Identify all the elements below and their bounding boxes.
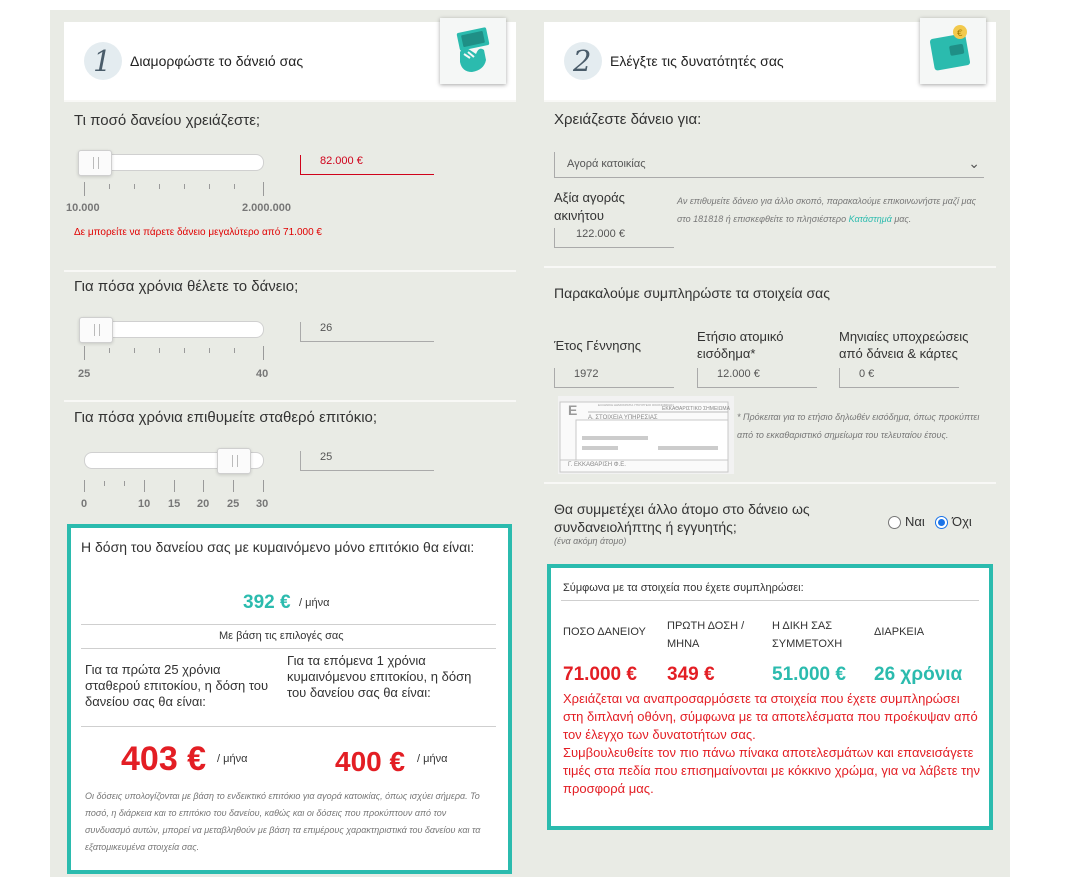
- amount-input[interactable]: 82.000 €: [300, 155, 434, 175]
- step2-column: [544, 22, 996, 796]
- tax-doc-section-g: Γ. ΕΚΚΑΘΑΡΙΣΗ Φ.Ε.: [568, 462, 626, 468]
- first-payment-value: 349 €: [667, 664, 715, 685]
- coborrower-yes-label[interactable]: Ναι: [905, 514, 925, 529]
- birth-year-label: Έτος Γέννησης: [554, 338, 641, 353]
- tick: [203, 480, 204, 492]
- obligations-label: Μηνιαίες υποχρεώσεις από δάνεια & κάρτες: [839, 329, 969, 361]
- col-participation: Η ΔΙΚΗ ΣΑΣ ΣΥΜΜΕΤΟΧΗ: [772, 620, 843, 650]
- tick: [263, 182, 264, 196]
- fixed-tick-label: 0: [81, 498, 88, 510]
- fixed-tick-label: 15: [168, 498, 181, 510]
- income-input[interactable]: 12.000 €: [697, 368, 817, 388]
- obligations-input[interactable]: 0 €: [839, 368, 959, 388]
- property-value-input[interactable]: 122.000 €: [554, 228, 674, 248]
- variable-installment-amount: 392 €: [243, 592, 291, 613]
- years-section: [64, 272, 516, 400]
- fixed-rate-input[interactable]: 25: [300, 451, 434, 471]
- divider: [81, 648, 496, 649]
- purpose-note: Αν επιθυμείτε δάνειο για άλλο σκοπό, παρακαλούμε επικοινωνήστε μαζί μας στο 181818 ή επισκεφθείτε το πλησιέστερο Κατάστημά μας.: [677, 196, 976, 224]
- amount-section: [64, 102, 516, 270]
- based-on-choices: Με βάση τις επιλογές σας: [219, 630, 344, 642]
- years-max-label: 40: [256, 368, 269, 380]
- amount-slider-handle[interactable]: [78, 150, 112, 176]
- tax-doc-header: ΕΚΚΑΘΑΡΙΣΤΙΚΟ ΣΗΜΕΙΩΜΑ: [662, 406, 730, 412]
- purpose-question: Χρειάζεστε δάνειο για:: [554, 111, 702, 128]
- per-month-label: / μήνα: [299, 597, 330, 609]
- duration-value: 26 χρόνια: [874, 664, 963, 685]
- tick: [234, 184, 235, 189]
- col-loan-amount: ΠΟΣΟ ΔΑΝΕΙΟΥ: [563, 626, 646, 638]
- details-title: Παρακαλούμε συμπληρώστε τα στοιχεία σας: [554, 285, 830, 301]
- fixed-rate-section: [64, 402, 516, 524]
- col-first-payment: ΠΡΩΤΗ ΔΟΣΗ / ΜΗΝΑ: [667, 620, 745, 650]
- tick: [159, 348, 160, 353]
- amount-min-label: 10.000: [66, 202, 100, 214]
- purpose-select[interactable]: [554, 152, 984, 178]
- amount-error: Δε μπορείτε να πάρετε δάνειο μεγαλύτερο από 71.000 €: [74, 227, 322, 238]
- fixed-tick-label: 20: [197, 498, 210, 510]
- chevron-down-icon: ⌄: [968, 155, 980, 171]
- tax-doc-letter: Ε: [568, 402, 578, 418]
- tick: [184, 184, 185, 189]
- birth-year-input[interactable]: 1972: [554, 368, 674, 388]
- fixed-tick-label: 10: [138, 498, 151, 510]
- tick: [174, 480, 175, 492]
- fixed-rate-question: Για πόσα χρόνια επιθυμείτε σταθερό επιτόκιο;: [74, 409, 378, 426]
- years-input[interactable]: 26: [300, 322, 434, 342]
- loan-amount-value: 71.000 €: [563, 664, 637, 685]
- variable-period-text: Για τα επόμενα 1 χρόνια κυμαινόμενου επιτοκίου, η δόση του δανείου σας θα είναι:: [287, 653, 472, 700]
- years-question: Για πόσα χρόνια θέλετε το δάνειο;: [74, 278, 299, 295]
- years-slider-handle[interactable]: [79, 317, 113, 343]
- step2-number-badge: 2: [564, 42, 602, 80]
- per-month-label: / μήνα: [217, 753, 248, 765]
- adjust-warning-1: Χρειάζεται να αναπροσαρμόσετε τα στοιχεία που έχετε συμπληρώσει στη διπλανή οθόνη, σύμφωνα με τα αποτελέσματα που προέκυψαν από τον έλεγχο των δυνατοτήτων σας.: [563, 691, 978, 742]
- fixed-tick-label: 30: [256, 498, 269, 510]
- purpose-select-value: Αγορά κατοικίας: [567, 158, 646, 170]
- coborrower-yes-radio[interactable]: [888, 516, 901, 529]
- coborrower-no-radio[interactable]: [935, 516, 948, 529]
- tick: [84, 182, 85, 196]
- col-duration: ΔΙΑΡΚΕΙΑ: [874, 626, 925, 638]
- per-month-label: / μήνα: [417, 753, 448, 765]
- adjust-warning: [563, 690, 983, 798]
- tick: [124, 481, 125, 486]
- tick: [209, 184, 210, 189]
- personal-details-section: [544, 268, 996, 482]
- disclaimer: Οι δόσεις υπολογίζονται με βάση το ενδεικτικό επιτόκιο για αγορά κατοικίας, όπως ισχύει σήμερα. Το ποσό, η διάρκεια και το επιτόκιο του δανείου, καθώς και οι δόσεις που προκύπτουν από τον συνδυασμό αυτών, μπορεί να μεταβληθούν με βάση τα επιμέρους χαρακτηριστικά του δανείου και τα εξατομικευμένα στοιχεία σας.: [85, 791, 481, 852]
- fixed-period-text: Για τα πρώτα 25 χρόνια σταθερού επιτοκίου, η δόση του δανείου σας θα είναι:: [85, 662, 269, 709]
- tax-doc-section-a: Α. ΣΤΟΙΧΕΙΑ ΥΠΗΡΕΣΙΑΣ: [588, 415, 658, 421]
- tax-statement-image: [558, 396, 734, 474]
- tick: [159, 184, 160, 189]
- branch-link[interactable]: Κατάστημά: [848, 214, 892, 224]
- property-value-label: Αξία αγοράς ακινήτου: [554, 190, 625, 223]
- income-note: * Πρόκειται για το ετήσιο δηλωθέν εισόδημα, όπως προκύπτει από το εκκαθαριστικό σημείωμα του τελευταίου έτους.: [737, 412, 980, 440]
- variable-rate-intro: Η δόση του δανείου σας με κυμαινόμενο μόνο επιτόκιο θα είναι:: [81, 539, 475, 555]
- summary-title: Σύμφωνα με τα στοιχεία που έχετε συμπληρώσει:: [563, 582, 804, 594]
- amount-max-label: 2.000.000: [242, 202, 291, 214]
- calculator-frame: [50, 10, 1010, 877]
- coborrower-section: [544, 484, 996, 554]
- step1-number-badge: 1: [84, 42, 122, 80]
- tick: [184, 348, 185, 353]
- fixed-rate-slider-handle[interactable]: [217, 448, 251, 474]
- tick: [233, 480, 234, 492]
- coborrower-question: Θα συμμετέχει άλλο άτομο στο δάνειο ως συνδανειολήπτης ή εγγυητής;: [554, 501, 810, 535]
- divider: [81, 726, 496, 727]
- participation-value: 51.000 €: [772, 664, 846, 685]
- tax-doc-small-header: ΕΛΛΗΝΙΚΗ ΔΗΜΟΚΡΑΤΙΑ ΥΠΟΥΡΓΕΙΟ ΟΙΚΟΝΟΜΙΚΩΝ: [598, 403, 674, 407]
- fixed-tick-label: 25: [227, 498, 240, 510]
- fixed-installment-amount: 403 €: [121, 740, 207, 778]
- purpose-section: [544, 102, 996, 266]
- tick: [263, 346, 264, 360]
- step1-column: [64, 22, 516, 852]
- tick: [134, 184, 135, 189]
- divider: [561, 600, 979, 601]
- step2-title: Ελέγξτε τις δυνατότητές σας: [610, 53, 784, 69]
- tick: [84, 480, 85, 492]
- step2-header: [544, 22, 996, 100]
- coborrower-hint: (ένα ακόμη άτομο): [554, 536, 627, 546]
- tick: [209, 348, 210, 353]
- wallet-icon: [920, 18, 986, 84]
- tick: [109, 348, 110, 353]
- divider: [81, 624, 496, 625]
- tick: [104, 481, 105, 486]
- amount-question: Τι ποσό δανείου χρειάζεστε;: [74, 112, 261, 129]
- tick: [134, 348, 135, 353]
- tick: [263, 480, 264, 492]
- next-installment-amount: 400 €: [335, 746, 406, 777]
- tick: [109, 184, 110, 189]
- step1-title: Διαμορφώστε το δάνειό σας: [130, 53, 304, 69]
- installment-result-box: [67, 524, 512, 874]
- coborrower-no-label[interactable]: Όχι: [952, 514, 972, 529]
- tick: [144, 480, 145, 492]
- eligibility-summary-box: [547, 564, 993, 830]
- tick: [234, 348, 235, 353]
- hand-cash-icon: [440, 18, 506, 84]
- years-min-label: 25: [78, 368, 91, 380]
- step1-header: [64, 22, 516, 100]
- svg-text:€: €: [957, 29, 963, 39]
- income-label: Ετήσιο ατομικό εισόδημα*: [697, 329, 784, 361]
- adjust-warning-2: Συμβουλευθείτε τον πιο πάνω πίνακα αποτελεσμάτων και επανεισάγετε τιμές στα πεδία που επισημαίνονται με κόκκινο χρώμα, για να λάβετε την προσφορά μας.: [563, 745, 980, 796]
- tick: [84, 346, 85, 360]
